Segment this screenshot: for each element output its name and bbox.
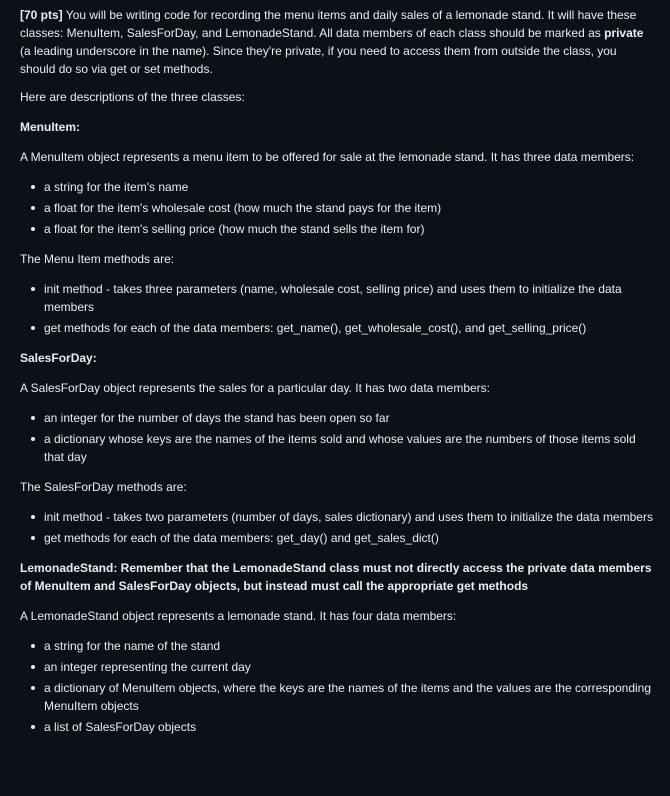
list-item: init method - takes three parameters (name, wholesale cost, selling price) and uses them to initialize the data members [44,280,654,316]
list-item: get methods for each of the data members: get_name(), get_wholesale_cost(), and get_selling_price() [44,319,654,337]
list-item: init method - takes two parameters (number of days, sales dictionary) and uses them to initialize the data members [44,510,653,524]
list-item: a dictionary whose keys are the names of the items sold and whose values are the numbers of those items sold that day [44,430,654,466]
descriptions-intro: Here are descriptions of the three classes: [20,90,245,104]
menuitem-methods-list [20,280,654,337]
salesforday-heading: SalesForDay: [20,351,97,365]
salesforday-description: A SalesForDay object represents the sales for a particular day. It has two data members: [20,381,490,395]
list-item: a string for the item's name [44,178,654,196]
menuitem-description: A MenuItem object represents a menu item to be offered for sale at the lemonade stand. It has three data members: [20,150,635,164]
menuitem-methods-intro: The Menu Item methods are: [20,252,175,266]
intro-paragraph [20,6,654,78]
points-label: [70 pts] [20,8,63,22]
list-item: a dictionary of MenuItem objects, where the keys are the names of the items and the values are the corresponding MenuItem objects [44,679,654,715]
salesforday-members-list [20,409,654,466]
lemonadestand-members-list [20,637,654,736]
salesforday-methods-intro: The SalesForDay methods are: [20,480,187,494]
list-item: a string for the name of the stand [44,637,654,655]
menuitem-heading: MenuItem: [20,120,80,134]
lemonadestand-heading: LemonadeStand: Remember that the LemonadeStand class must not directly access the private data members of MenuItem and SalesForDay objects, but instead must call the appropriate get methods [20,561,652,593]
list-item: an integer representing the current day [44,658,654,676]
intro-text-2: (a leading underscore in the name). Since they're private, if you need to access them from outside the class, you should do so via get or set methods. [20,44,617,76]
list-item: a list of SalesForDay objects [44,718,654,736]
private-keyword: private [604,26,644,40]
intro-text-1: You will be writing code for recording the menu items and daily sales of a lemonade stand. It will have these classes: MenuItem, SalesForDay, and LemonadeStand. All data members of each class should be marked as [20,8,637,40]
list-item: an integer for the number of days the stand has been open so far [44,409,654,427]
salesforday-methods-list [20,508,654,547]
list-item: a float for the item's wholesale cost (how much the stand pays for the item) [44,199,654,217]
list-item: get methods for each of the data members: get_day() and get_sales_dict() [44,529,654,547]
menuitem-members-list [20,178,654,238]
list-item: a float for the item's selling price (how much the stand sells the item for) [44,220,654,238]
lemonadestand-description: A LemonadeStand object represents a lemonade stand. It has four data members: [20,609,457,623]
